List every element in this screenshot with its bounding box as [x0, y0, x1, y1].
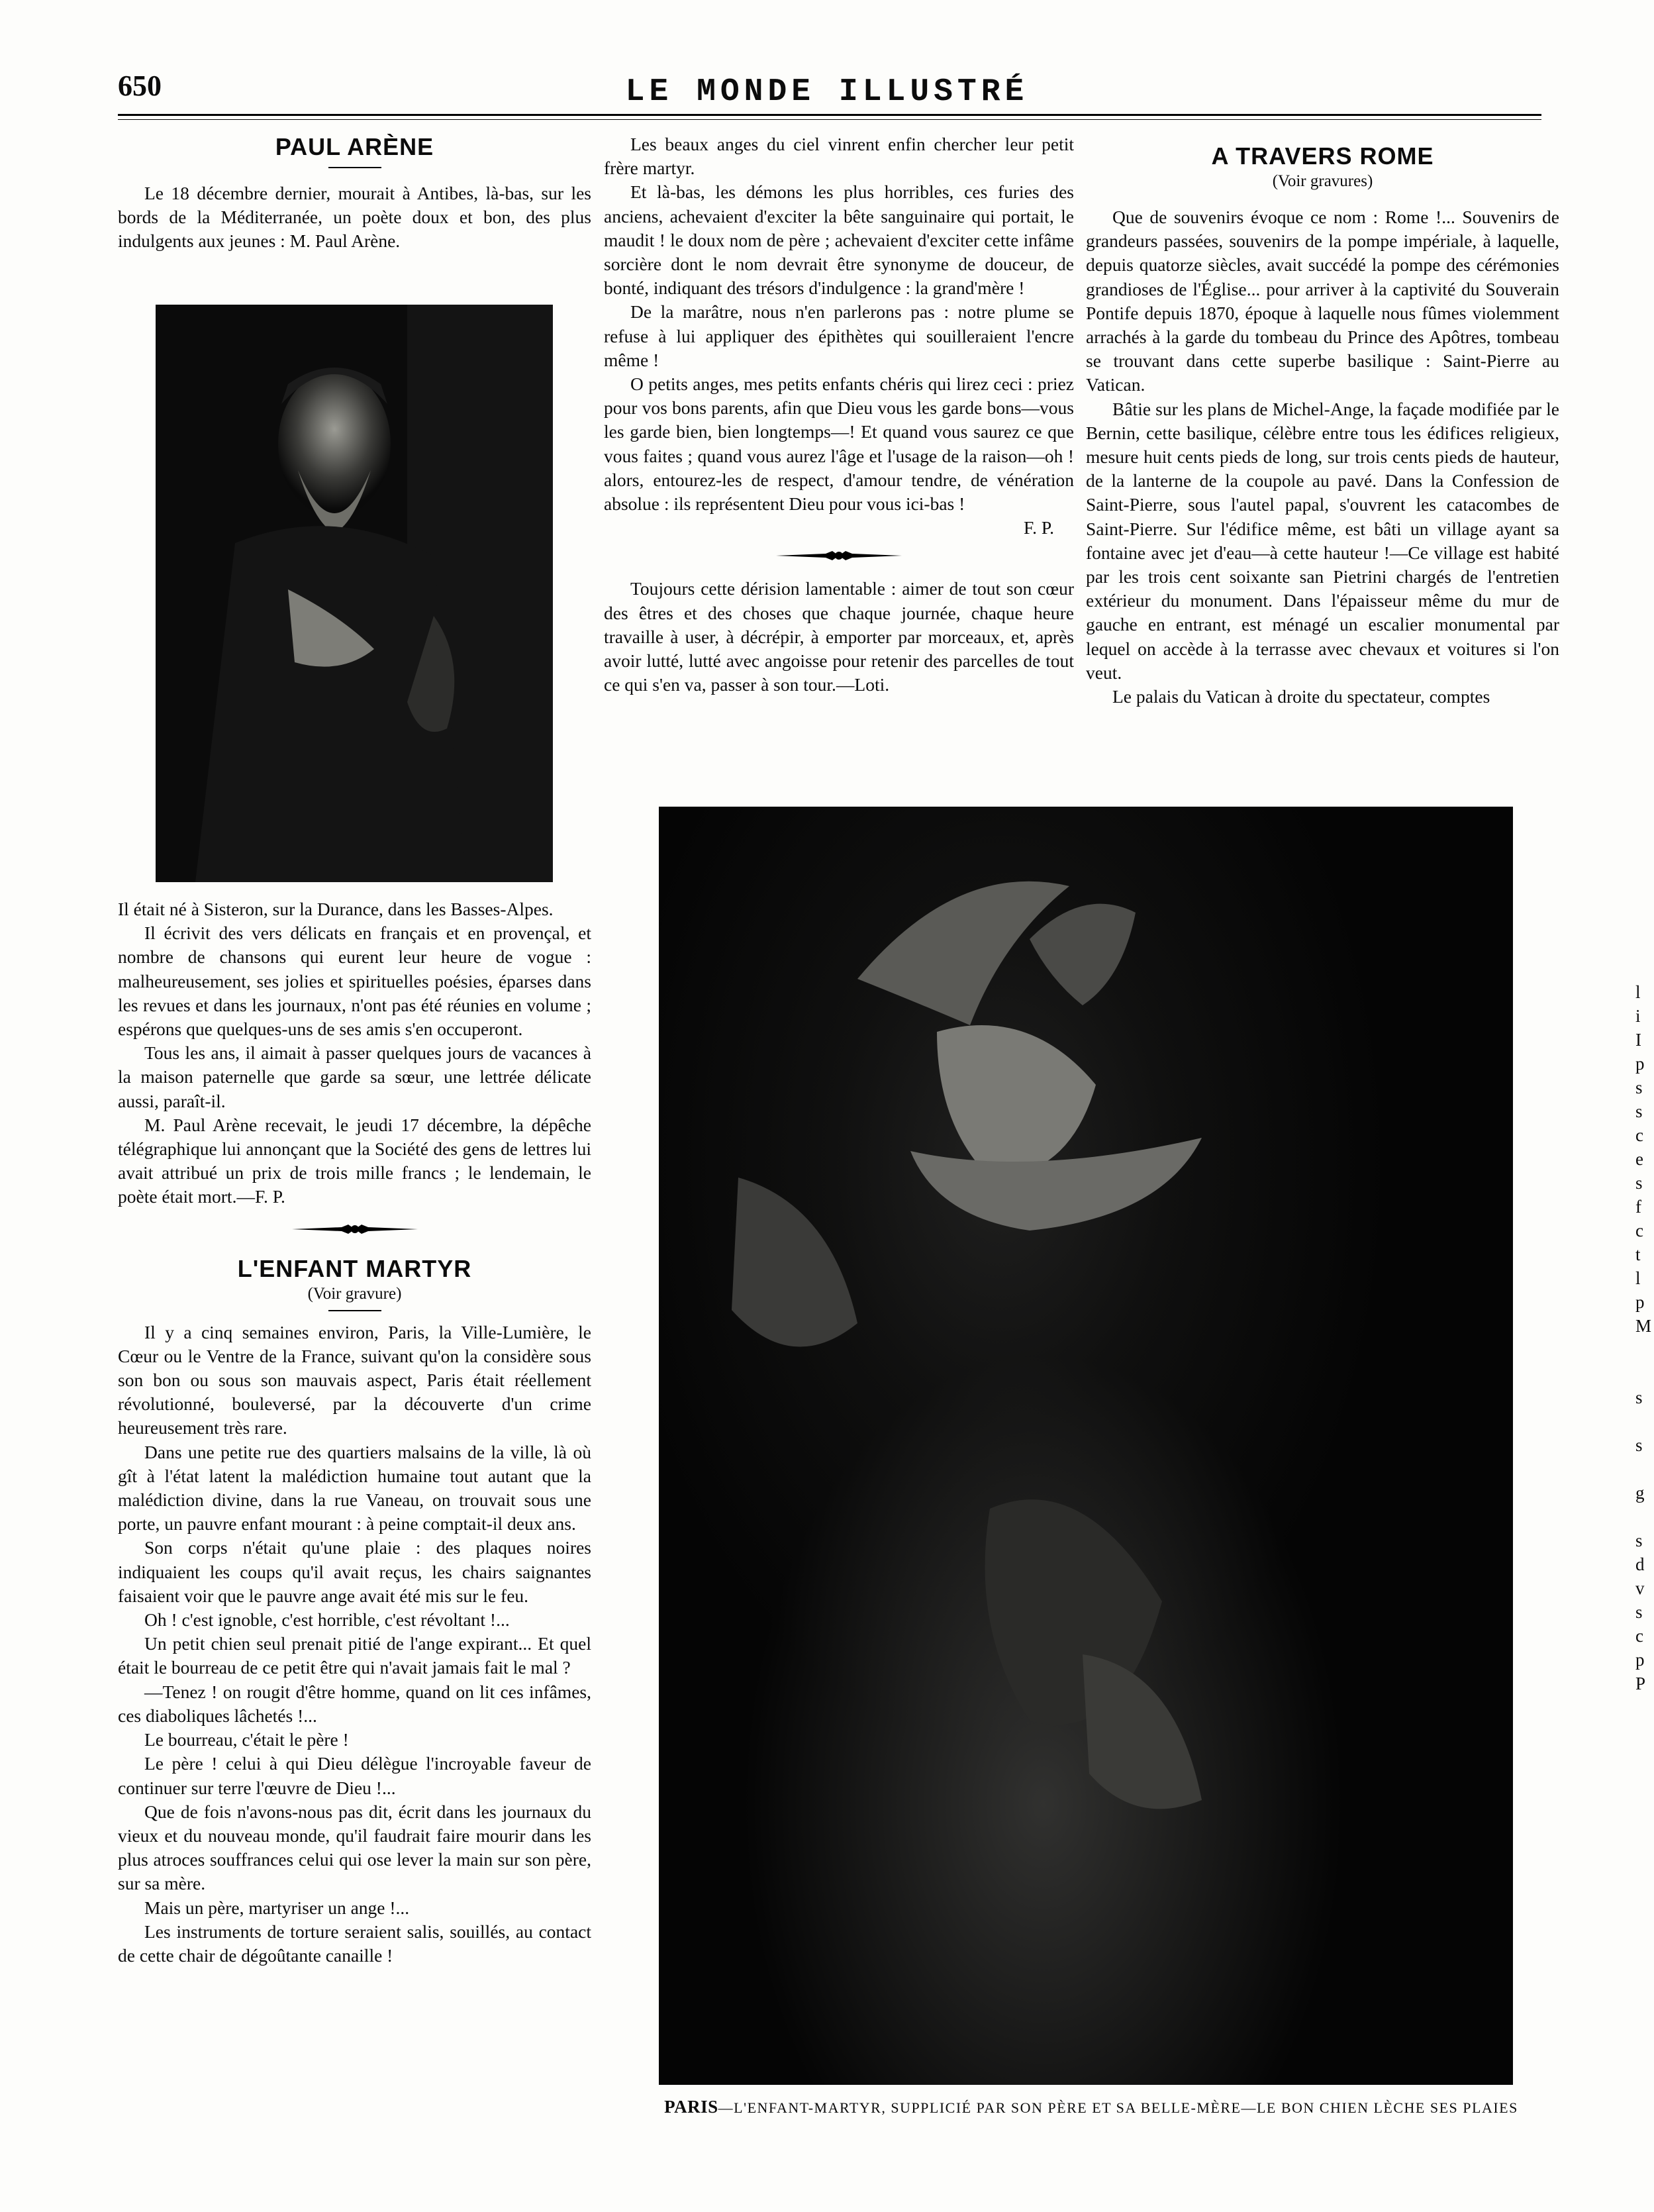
- margin-fragment: [1635, 1409, 1654, 1433]
- masthead: LE MONDE ILLUSTRÉ: [625, 74, 1029, 110]
- paragraph: Que de fois n'avons-nous pas dit, écrit dans les journaux du vieux et du nouveau monde, qu'il faudrait faire mourir dans les plus atroces souffrances celui qui ose lever la main sur son père, sur sa mère.: [118, 1801, 591, 1894]
- paragraph: Il y a cinq semaines environ, Paris, la Ville-Lumière, le Cœur ou le Ventre de la France, suivant qu'on la considère sous son bon ou sous son mauvais aspect, Paris était réellement révolutionné, bouleversé, par la découverte d'un crime heureusement très rare.: [118, 1321, 591, 1438]
- margin-fragment: c: [1635, 1626, 1643, 1646]
- header-rule-thin: [118, 119, 1541, 120]
- paragraph: Tous les ans, il aimait à passer quelques jours de vacances à la maison paternelle que garde sa sœur, une lettrée délicate aussi, paraît-il.: [118, 1042, 591, 1111]
- paragraph: M. Paul Arène recevait, le jeudi 17 décembre, la dépêche télégraphique lui annonçant que la Société des gens de lettres lui avait attribué un prix de trois mille francs ; le lendemain, le poète était mort.—F. P.: [118, 1114, 591, 1207]
- article-title-paul-arene: PAUL ARÈNE: [275, 133, 434, 160]
- paragraph: Il était né à Sisteron, sur la Durance, dans les Basses-Alpes.: [118, 899, 554, 919]
- margin-fragment: t: [1635, 1244, 1641, 1264]
- margin-fragment: s: [1635, 1387, 1643, 1407]
- title-rule: [328, 1310, 381, 1311]
- page-number: 650: [118, 70, 162, 102]
- paragraph: Les instruments de torture seraient salis, souillés, au contact de cette chair de dégoûtante canaille !: [118, 1921, 591, 1966]
- engraving-caption: [641, 2097, 1541, 2117]
- margin-fragment: [1635, 1362, 1654, 1385]
- margin-fragment: I: [1635, 1030, 1641, 1050]
- engraving-enfant-martyr: [659, 807, 1513, 2085]
- paragraph: Il écrivit des vers délicats en français et en provençal, et nombre de chansons qui eurent leur heure de vogue : malheureusement, ses jolies et spirituelles poésies, éparses dans les revues et dans les journaux, n'ont pas été réunies en volume ; espérons que quelques-uns de ses amis s'en occuperont.: [118, 923, 591, 1040]
- paragraph: Le palais du Vatican à droite du spectateur, comptes: [1112, 686, 1490, 707]
- paragraph: Le bourreau, c'était le père !: [144, 1729, 349, 1750]
- paragraph: Le père ! celui à qui Dieu délègue l'incroyable faveur de continuer sur terre l'œuvre de Dieu !...: [118, 1753, 591, 1798]
- margin-fragment: g: [1635, 1483, 1645, 1503]
- adjacent-page-margin: [1635, 980, 1654, 1695]
- paragraph: Mais un père, martyriser un ange !...: [144, 1897, 410, 1918]
- loti-quote: Toujours cette dérision lamentable : aimer de tout son cœur des êtres et des choses que chaque journée, chaque heure travaille à user, à décrépir, à emporter par morceaux, et, après avoir lutté, lutté avec angoisse pour retenir des parcelles de tout ce qui s'en va, passer à son tour.—Loti.: [604, 578, 1074, 695]
- margin-fragment: f: [1635, 1197, 1641, 1217]
- paragraph: O petits anges, mes petits enfants chéris qui lirez ceci : priez pour vos bons parents, afin que Dieu vous les garde bons—vous les garde bien, bien longtemps—! Et quand vous saurez ce que vous faites ; quand vous aurez l'âge et l'usage de la raison—oh ! alors, entourez-les de respect, d'amour tendre, de vénération absolue : ils représentent Dieu pour vous ici-bas !: [604, 374, 1074, 515]
- margin-fragment: p: [1635, 1054, 1645, 1074]
- column-left: [118, 132, 591, 254]
- header-rule: [118, 114, 1541, 116]
- portrait-photo: [156, 305, 553, 882]
- margin-fragment: M: [1635, 1316, 1652, 1336]
- margin-fragment: [1635, 1457, 1654, 1481]
- margin-fragment: d: [1635, 1554, 1645, 1574]
- article-subtitle: (Voir gravure): [307, 1284, 402, 1303]
- article-title-rome: A TRAVERS ROME: [1211, 142, 1434, 170]
- paragraph: Un petit chien seul prenait pitié de l'ange expirant... Et quel était le bourreau de ce petit être qui n'avait jamais fait le mal ?: [118, 1633, 591, 1678]
- margin-fragment: c: [1635, 1221, 1643, 1240]
- margin-fragment: l: [1635, 1268, 1641, 1288]
- caption-text: —L'ENFANT-MARTYR, SUPPLICIÉ PAR SON PÈRE ET SA BELLE-MÈRE—LE BON CHIEN LÈCHE SES PLAIES: [718, 2099, 1518, 2116]
- column-middle: [604, 132, 1074, 697]
- portrait-figure: [156, 305, 553, 882]
- margin-fragment: s: [1635, 1602, 1643, 1622]
- margin-fragment: c: [1635, 1125, 1643, 1145]
- section-ornament: [604, 542, 1074, 569]
- margin-fragment: i: [1635, 1006, 1641, 1026]
- article-title-enfant-martyr: L'ENFANT MARTYR: [237, 1254, 472, 1282]
- margin-fragment: s: [1635, 1173, 1643, 1193]
- signature: F. P.: [1024, 517, 1054, 538]
- margin-fragment: p: [1635, 1650, 1645, 1670]
- margin-fragment: v: [1635, 1578, 1645, 1598]
- paragraph: Dans une petite rue des quartiers malsains de la ville, là où gît à l'état latent la malédiction humaine tout autant que la malédiction divine, dans la rue Vaneau, on trouvait sous une porte, un pauvre enfant mourant : à peine comptait-il deux ans.: [118, 1441, 591, 1534]
- caption-lead: PARIS: [664, 2097, 718, 2117]
- column-right: [1086, 142, 1559, 709]
- paragraph: Son corps n'était qu'une plaie : des plaques noires indiquaient les coups qu'il avait reçus, les chairs saignantes faisaient voir que le pauvre ange avait été mis sur le feu.: [118, 1537, 591, 1606]
- paragraph: —Tenez ! on rougit d'être homme, quand on lit ces infâmes, ces diaboliques lâchetés !...: [118, 1681, 591, 1726]
- margin-fragment: [1635, 1505, 1654, 1529]
- column-left-continued: [118, 897, 591, 1968]
- paragraph: De la marâtre, nous n'en parlerons pas : notre plume se refuse à lui appliquer des épithètes qui souilleraient l'encre même !: [604, 301, 1074, 370]
- paragraph: Le 18 décembre dernier, mourait à Antibes, là-bas, sur les bords de la Méditerranée, un poète doux et bon, des plus indulgents aux jeunes : M. Paul Arène.: [118, 183, 591, 252]
- margin-fragment: s: [1635, 1531, 1643, 1550]
- paragraph: Et là-bas, les démons les plus horribles, ces furies des anciens, achevaient d'exciter la bête sanguinaire qui portait, le maudit ! le doux nom de père ; achevaient d'exciter cette infâme sorcière dont le nom devrait être synonyme de douceur, de bonté, indiquant des trésors d'indulgence : la grand'mère !: [604, 181, 1074, 299]
- margin-fragment: s: [1635, 1435, 1643, 1455]
- paragraph: Oh ! c'est ignoble, c'est horrible, c'est révoltant !...: [144, 1609, 510, 1631]
- title-rule: [328, 167, 381, 168]
- engraving-scene: [659, 807, 1513, 2085]
- margin-fragment: p: [1635, 1292, 1645, 1312]
- paragraph: Les beaux anges du ciel vinrent enfin chercher leur petit frère martyr.: [604, 134, 1074, 179]
- margin-fragment: e: [1635, 1149, 1643, 1169]
- margin-fragment: P: [1635, 1674, 1646, 1693]
- paragraph: Bâtie sur les plans de Michel-Ange, la façade modifiée par le Bernin, cette basilique, célèbre entre tous les édifices religieux, mesure huit cents pieds de long, sur trois cents pieds de hauteur, de la lanterne de la coupole au pavé. Dans la Confession de Saint-Pierre, sous l'autel papal, s'ouvrent les catacombes de Saint-Pierre. Sur l'édifice même, est bâti un village ayant sa fontaine avec jet d'eau—à cette hauteur !—Ce village est habité par les trois cent soixante san Pietrini chargés de l'entretien extérieur du monument. Dans l'épaisseur même du mur de gauche en entrant, est ménagé un escalier monumental par lequel on accède à la terrasse avec chevaux et voitures si l'on veut.: [1086, 398, 1559, 683]
- margin-fragment: [1635, 1338, 1654, 1362]
- margin-fragment: s: [1635, 1078, 1643, 1097]
- margin-fragment: l: [1635, 982, 1641, 1002]
- section-ornament: [118, 1216, 591, 1242]
- article-subtitle: (Voir gravures): [1272, 172, 1373, 190]
- margin-fragment: s: [1635, 1101, 1643, 1121]
- paragraph: Que de souvenirs évoque ce nom : Rome !... Souvenirs de grandeurs passées, souvenirs de la pompe impériale, à laquelle, depuis quatorze siècles, avait succédé la pompe des cérémonies grandioses de l'Église... pour arriver à la captivité du Souverain Pontife depuis 1870, époque à laquelle nous fûmes violemment arrachés à la garde du tombeau du Prince des Apôtres, tombeau se trouvant dans cette superbe basilique : Saint-Pierre au Vatican.: [1086, 207, 1559, 395]
